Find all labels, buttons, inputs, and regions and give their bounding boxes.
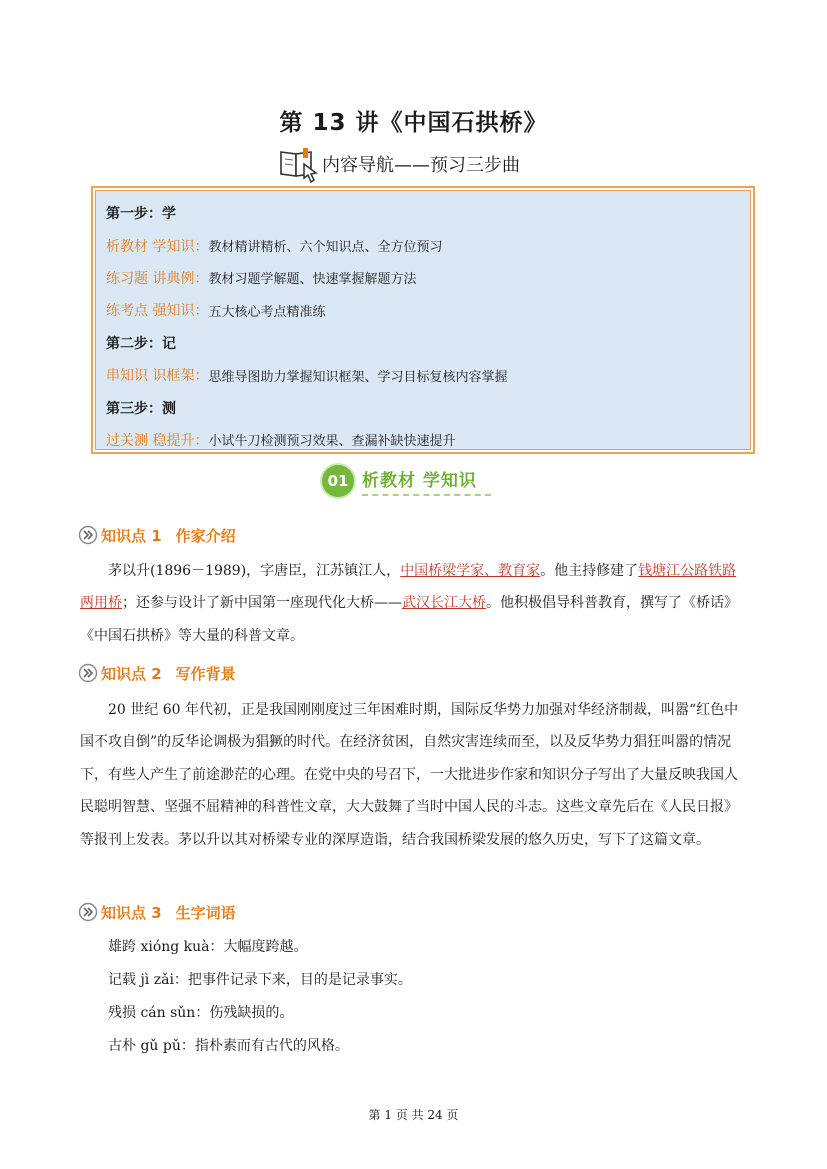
section-banner-text: 析教材 学知识: [362, 466, 491, 496]
guide-step-label: 第二步：记: [106, 335, 176, 352]
guide-step-label: 第一步：学: [106, 206, 176, 223]
vocab-item: 古朴 gǔ pǔ：指朴素而有古代的风格。: [108, 1038, 349, 1054]
knowledge-point-1-heading: [78, 522, 236, 548]
knowledge-point-label: 知识点 1: [101, 526, 162, 545]
book-pointer-icon: [278, 144, 320, 184]
vocabulary-list: [108, 931, 412, 1063]
guide-rows: [95, 190, 751, 450]
guide-item: [106, 262, 740, 294]
vocab-item: 雄跨 xióng kuà：大幅度跨越。: [108, 939, 308, 955]
guide-step-heading: [106, 327, 740, 359]
guide-step-label: 第三步：测: [106, 400, 176, 417]
guide-item-description: 小试牛刀检测预习效果、查漏补缺快速提升: [208, 434, 456, 450]
guide-item-key: 析教材 学知识：: [106, 238, 209, 255]
page-footer: 第 1 页 共 24 页: [368, 1108, 459, 1122]
knowledge-point-2-heading: [78, 660, 236, 686]
preview-guide-box: [91, 186, 755, 454]
section-number-badge: 01: [322, 465, 354, 497]
guide-item-key: 串知识 识框架：: [106, 368, 209, 385]
guide-item-description: 思维导图助力掌握知识框架、学习目标复核内容掌握: [208, 369, 508, 385]
highlight-qiantang-bridge: 钱塘江公路铁路两用桥: [80, 563, 737, 612]
subtitle: [278, 144, 520, 184]
guide-step-heading: [106, 391, 740, 423]
author-intro-paragraph: 茅以升(1896－1989)，字唐臣，江苏镇江人，中国桥梁学家、教育家。他主持修建了钱塘江公路铁路两用桥；还参与设计了新中国第一座现代化大桥——武汉长江大桥。他积极倡导科普教育，撰写了《桥话》《中国石拱桥》等大量的科普文章。: [80, 563, 738, 644]
guide-item: [106, 294, 740, 326]
subtitle-text: 内容导航——预习三步曲: [322, 155, 520, 176]
highlight-profession: 中国桥梁学家、教育家: [400, 563, 541, 579]
knowledge-point-label: 知识点 2: [101, 664, 162, 683]
chevron-circle-icon: [78, 525, 98, 545]
highlight-wuhan-bridge: 武汉长江大桥: [402, 595, 486, 612]
guide-item-key: 练习题 讲典例：: [106, 270, 209, 287]
guide-item-description: 教材精讲精析、六个知识点、全方位预习: [208, 240, 443, 256]
knowledge-point-3-heading: [78, 899, 236, 925]
knowledge-point-label: 知识点 3: [101, 903, 162, 922]
guide-item-key: 过关测 稳提升：: [106, 432, 209, 449]
guide-item-key: 练考点 强知识：: [106, 303, 209, 320]
knowledge-point-title: 写作背景: [175, 664, 236, 683]
page-title: 第 13 讲《中国石拱桥》: [279, 110, 548, 136]
guide-item-description: 教材习题学解题、快速掌握解题方法: [208, 272, 417, 288]
background-paragraph: 20 世纪 60 年代初，正是我国刚刚度过三年困难时期，国际反华势力加强对华经济制裁，叫嚣“红色中国不攻自倒”的反华论调极为猖獗的时代。在经济贫困，自然灾害连续而至，以及反华势力猖狂叫嚣的情况下，有些人产生了前途渺茫的心理。在党中央的号召下，一大批进步作家和知识分子写出了大量反映我国人民聪明智慧、坚强不屈精神的科普性文章，大大鼓舞了当时中国人民的斗志。这些文章先后在《人民日报》等报刊上发表。茅以升以其对桥梁专业的深厚造诣，结合我国桥梁发展的悠久历史，写下了这篇文章。: [80, 702, 739, 848]
vocab-item: 残损 cán sǔn：伤残缺损的。: [108, 1005, 294, 1021]
guide-item-description: 五大核心考点精准练: [208, 304, 326, 320]
chevron-circle-icon: [78, 663, 98, 683]
guide-step-heading: [106, 197, 740, 229]
knowledge-point-title: 生字词语: [175, 903, 236, 922]
vocab-item: 记载 jì zǎi：把事件记录下来，目的是记录事实。: [108, 972, 412, 988]
guide-item: [106, 229, 740, 261]
knowledge-point-title: 作家介绍: [175, 526, 236, 545]
guide-item: [106, 359, 740, 391]
guide-item: [106, 424, 740, 456]
chevron-circle-icon: [78, 902, 98, 922]
section-banner: [322, 463, 491, 499]
